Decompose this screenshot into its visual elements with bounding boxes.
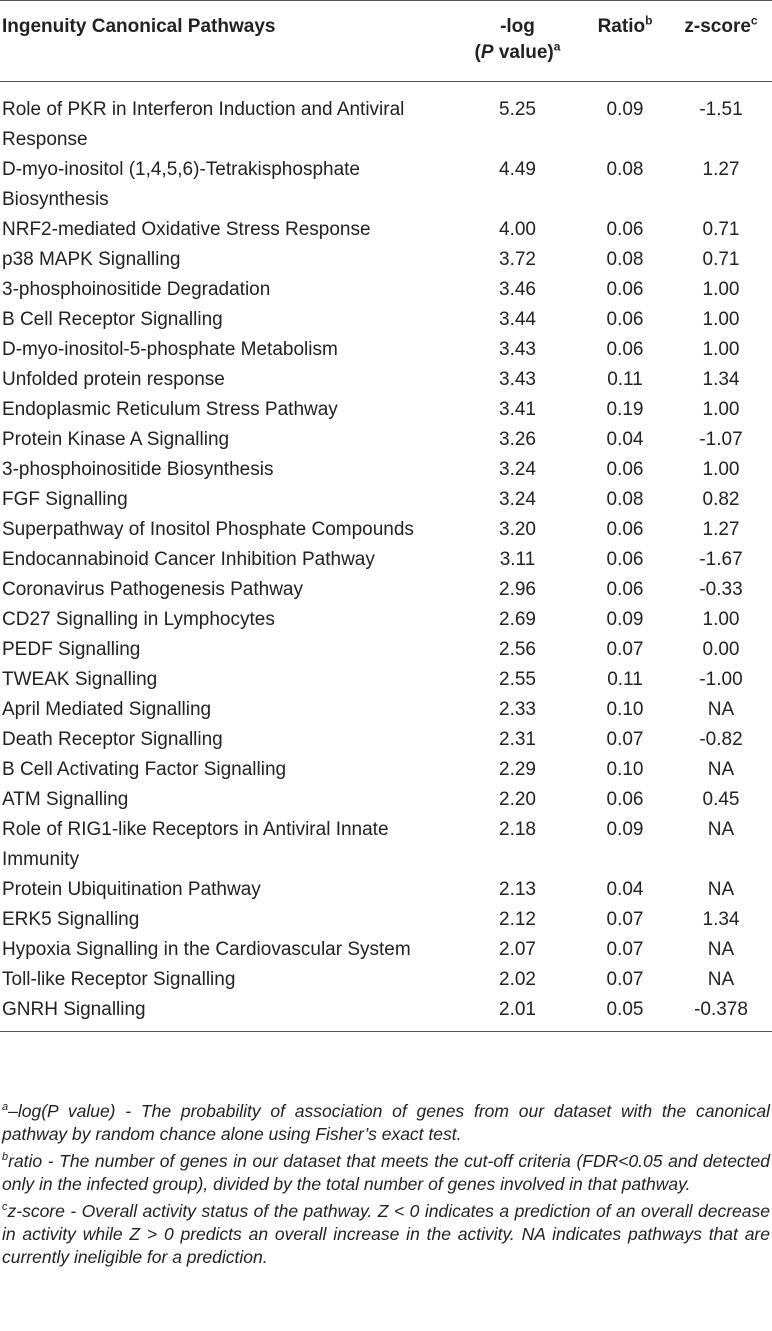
cell-logp: 5.25: [499, 99, 536, 120]
cell-pathway-name: B Cell Receptor Signalling: [2, 309, 223, 330]
cell-zscore: 0.71: [702, 249, 740, 270]
cell-pathway-name: Unfolded protein response: [2, 369, 225, 390]
cell-logp: 3.43: [499, 369, 536, 390]
table-row: [0, 455, 772, 485]
cell-pathway-name: Superpathway of Inositol Phosphate Compounds: [2, 519, 414, 540]
header-row: [0, 1, 772, 82]
cell-pathway-name: 3-phosphoinositide Degradation: [2, 279, 271, 300]
cell-zscore: 1.34: [702, 369, 740, 390]
cell-pathway-name: D-myo-inositol (1,4,5,6)-Tetrakisphosphate Biosynthesis: [2, 159, 360, 210]
table-row: [0, 215, 772, 245]
cell-ratio: 0.05: [606, 999, 644, 1020]
cell-pathway-name: Endoplasmic Reticulum Stress Pathway: [2, 399, 338, 420]
cell-pathway-name: ATM Signalling: [2, 789, 129, 810]
table-row: [0, 815, 772, 875]
cell-ratio: 0.07: [606, 909, 644, 930]
table-row: [0, 245, 772, 275]
table-body: [0, 82, 772, 1032]
header-pathway: Ingenuity Canonical Pathways: [2, 16, 276, 37]
table-row: [0, 755, 772, 785]
cell-ratio: 0.08: [606, 489, 644, 510]
cell-logp: 2.13: [499, 879, 536, 900]
table-row: [0, 365, 772, 395]
cell-logp: 2.29: [499, 759, 536, 780]
cell-ratio: 0.06: [606, 549, 644, 570]
footnote-text: z-score - Overall activity status of the pathway. Z < 0 indicates a prediction of an overall decrease in activity while Z > 0 predicts an overall increase in the activity. NA indicates pathways that are currently ineligible for a prediction.: [2, 1201, 770, 1267]
table-row: [0, 995, 772, 1032]
table-row: [0, 305, 772, 335]
cell-ratio: 0.06: [606, 579, 644, 600]
header-ratio-sup: b: [645, 13, 653, 28]
table-row: [0, 875, 772, 905]
cell-ratio: 0.06: [606, 789, 644, 810]
cell-pathway-name: Death Receptor Signalling: [2, 729, 223, 750]
cell-logp: 2.96: [499, 579, 536, 600]
cell-ratio: 0.06: [606, 279, 644, 300]
cell-pathway-name: Endocannabinoid Cancer Inhibition Pathway: [2, 549, 375, 570]
table-row: [0, 725, 772, 755]
table-row: [0, 665, 772, 695]
header-zscore: z-score$^c$: [684, 13, 758, 37]
cell-logp: 3.72: [499, 249, 536, 270]
cell-zscore: NA: [707, 759, 735, 780]
cell-logp: 3.24: [499, 489, 536, 510]
header-logp-line2: (P value)$^a$: [474, 39, 561, 63]
cell-logp: 3.41: [499, 399, 536, 420]
footnote-marker: a: [2, 1101, 9, 1114]
cell-pathway-name: Coronavirus Pathogenesis Pathway: [2, 579, 304, 600]
header-ratio: Ratio$^b$: [597, 13, 653, 37]
cell-logp: 2.02: [499, 969, 536, 990]
table-row: [0, 605, 772, 635]
table-row: [0, 425, 772, 455]
cell-zscore: 0.45: [702, 789, 740, 810]
cell-ratio: 0.08: [606, 249, 644, 270]
table-row: [0, 545, 772, 575]
cell-ratio: 0.11: [607, 669, 643, 690]
cell-logp: 2.20: [499, 789, 536, 810]
cell-zscore: -1.00: [699, 669, 743, 690]
cell-pathway-name: ERK5 Signalling: [2, 909, 140, 930]
footnote-marker: c: [2, 1201, 8, 1214]
cell-pathway-name: Hypoxia Signalling in the Cardiovascular System: [2, 939, 411, 960]
cell-zscore: 1.00: [702, 279, 740, 300]
cell-zscore: 1.00: [702, 309, 740, 330]
cell-logp: 2.18: [499, 819, 536, 840]
table-row: [0, 935, 772, 965]
table-row: [0, 395, 772, 425]
cell-pathway-name: TWEAK Signalling: [2, 669, 158, 690]
cell-logp: 2.33: [499, 699, 536, 720]
cell-zscore: NA: [707, 699, 735, 720]
header-logp-sup: a: [553, 39, 561, 54]
table-row: [0, 635, 772, 665]
cell-zscore: 0.00: [702, 639, 740, 660]
cell-ratio: 0.07: [606, 969, 644, 990]
cell-zscore: NA: [707, 969, 735, 990]
table-row: [0, 335, 772, 365]
cell-logp: 3.20: [499, 519, 536, 540]
cell-ratio: 0.08: [606, 159, 644, 180]
cell-pathway-name: B Cell Activating Factor Signalling: [2, 759, 287, 780]
cell-ratio: 0.06: [606, 339, 644, 360]
cell-ratio: 0.06: [606, 309, 644, 330]
footnote: [2, 1200, 770, 1269]
cell-pathway-name: D-myo-inositol-5-phosphate Metabolism: [2, 339, 338, 360]
table-row: [0, 82, 772, 156]
cell-logp: 4.49: [499, 159, 536, 180]
cell-ratio: 0.06: [606, 219, 644, 240]
cell-pathway-name: CD27 Signalling in Lymphocytes: [2, 609, 275, 630]
cell-zscore: -1.51: [699, 99, 743, 120]
cell-logp: 2.01: [499, 999, 536, 1020]
cell-pathway-name: April Mediated Signalling: [2, 699, 212, 720]
footnote-text: –log(P value) - The probability of association of genes from our dataset with the canonical pathway by random chance alone using Fisher’s exact test.: [2, 1101, 770, 1144]
cell-pathway-name: NRF2-mediated Oxidative Stress Response: [2, 219, 371, 240]
cell-ratio: 0.04: [606, 879, 644, 900]
cell-logp: 4.00: [499, 219, 536, 240]
table-row: [0, 575, 772, 605]
header-logp-line1: -log: [500, 16, 535, 37]
cell-ratio: 0.10: [606, 699, 644, 720]
cell-logp: 3.26: [499, 429, 536, 450]
cell-zscore: -0.82: [699, 729, 743, 750]
cell-pathway-name: 3-phosphoinositide Biosynthesis: [2, 459, 274, 480]
table-row: [0, 275, 772, 305]
footnote: [2, 1150, 770, 1196]
cell-zscore: -0.33: [699, 579, 743, 600]
cell-ratio: 0.09: [606, 609, 644, 630]
cell-logp: 2.07: [499, 939, 536, 960]
table-row: [0, 905, 772, 935]
table-row: [0, 485, 772, 515]
cell-logp: 3.11: [499, 549, 536, 570]
cell-logp: 3.43: [499, 339, 536, 360]
cell-logp: 2.56: [499, 639, 536, 660]
header-zscore-sup: c: [750, 13, 758, 28]
cell-zscore: NA: [707, 819, 735, 840]
cell-pathway-name: Toll-like Receptor Signalling: [2, 969, 236, 990]
cell-logp: 2.31: [499, 729, 536, 750]
cell-ratio: 0.09: [606, 819, 644, 840]
cell-zscore: 0.82: [702, 489, 740, 510]
cell-zscore: -0.378: [694, 999, 748, 1020]
cell-logp: 2.12: [499, 909, 536, 930]
cell-pathway-name: PEDF Signalling: [2, 639, 141, 660]
cell-ratio: 0.07: [606, 939, 644, 960]
cell-zscore: NA: [707, 879, 735, 900]
footnote-marker: b: [2, 1151, 9, 1164]
table-row: [0, 965, 772, 995]
cell-pathway-name: Role of RIG1-like Receptors in Antiviral Innate Immunity: [2, 819, 389, 870]
cell-zscore: NA: [707, 939, 735, 960]
table-row: [0, 155, 772, 215]
cell-zscore: 1.34: [702, 909, 740, 930]
cell-pathway-name: p38 MAPK Signalling: [2, 249, 181, 270]
cell-ratio: 0.07: [606, 639, 644, 660]
table-row: [0, 785, 772, 815]
cell-ratio: 0.07: [606, 729, 644, 750]
cell-logp: 2.69: [499, 609, 536, 630]
cell-pathway-name: Protein Kinase A Signalling: [2, 429, 230, 450]
header-logp: [455, 1, 580, 82]
cell-ratio: 0.04: [606, 429, 644, 450]
cell-zscore: 1.00: [702, 399, 740, 420]
cell-ratio: 0.19: [606, 399, 644, 420]
cell-ratio: 0.11: [607, 369, 643, 390]
cell-ratio: 0.09: [606, 99, 644, 120]
cell-pathway-name: GNRH Signalling: [2, 999, 146, 1020]
cell-logp: 3.46: [499, 279, 536, 300]
cell-zscore: 1.00: [702, 339, 740, 360]
table-row: [0, 515, 772, 545]
table-row: [0, 695, 772, 725]
cell-zscore: 0.71: [702, 219, 740, 240]
cell-zscore: 1.00: [702, 459, 740, 480]
footnote-text: ratio - The number of genes in our dataset that meets the cut-off criteria (FDR<0.05 and detected only in the infected group), divided by the total number of genes involved in that pathway.: [2, 1151, 770, 1194]
table-header: [0, 1, 772, 82]
cell-ratio: 0.10: [606, 759, 644, 780]
cell-logp: 3.44: [499, 309, 536, 330]
cell-pathway-name: Role of PKR in Interferon Induction and Antiviral Response: [2, 99, 405, 150]
cell-zscore: 1.27: [702, 159, 740, 180]
cell-ratio: 0.06: [606, 519, 644, 540]
cell-ratio: 0.06: [606, 459, 644, 480]
cell-zscore: 1.27: [702, 519, 740, 540]
footnote: [2, 1100, 770, 1146]
cell-zscore: -1.07: [699, 429, 743, 450]
cell-zscore: -1.67: [699, 549, 743, 570]
cell-pathway-name: FGF Signalling: [2, 489, 128, 510]
cell-zscore: 1.00: [702, 609, 740, 630]
cell-logp: 2.55: [499, 669, 536, 690]
cell-logp: 3.24: [499, 459, 536, 480]
cell-pathway-name: Protein Ubiquitination Pathway: [2, 879, 261, 900]
footnotes: [2, 1100, 770, 1273]
